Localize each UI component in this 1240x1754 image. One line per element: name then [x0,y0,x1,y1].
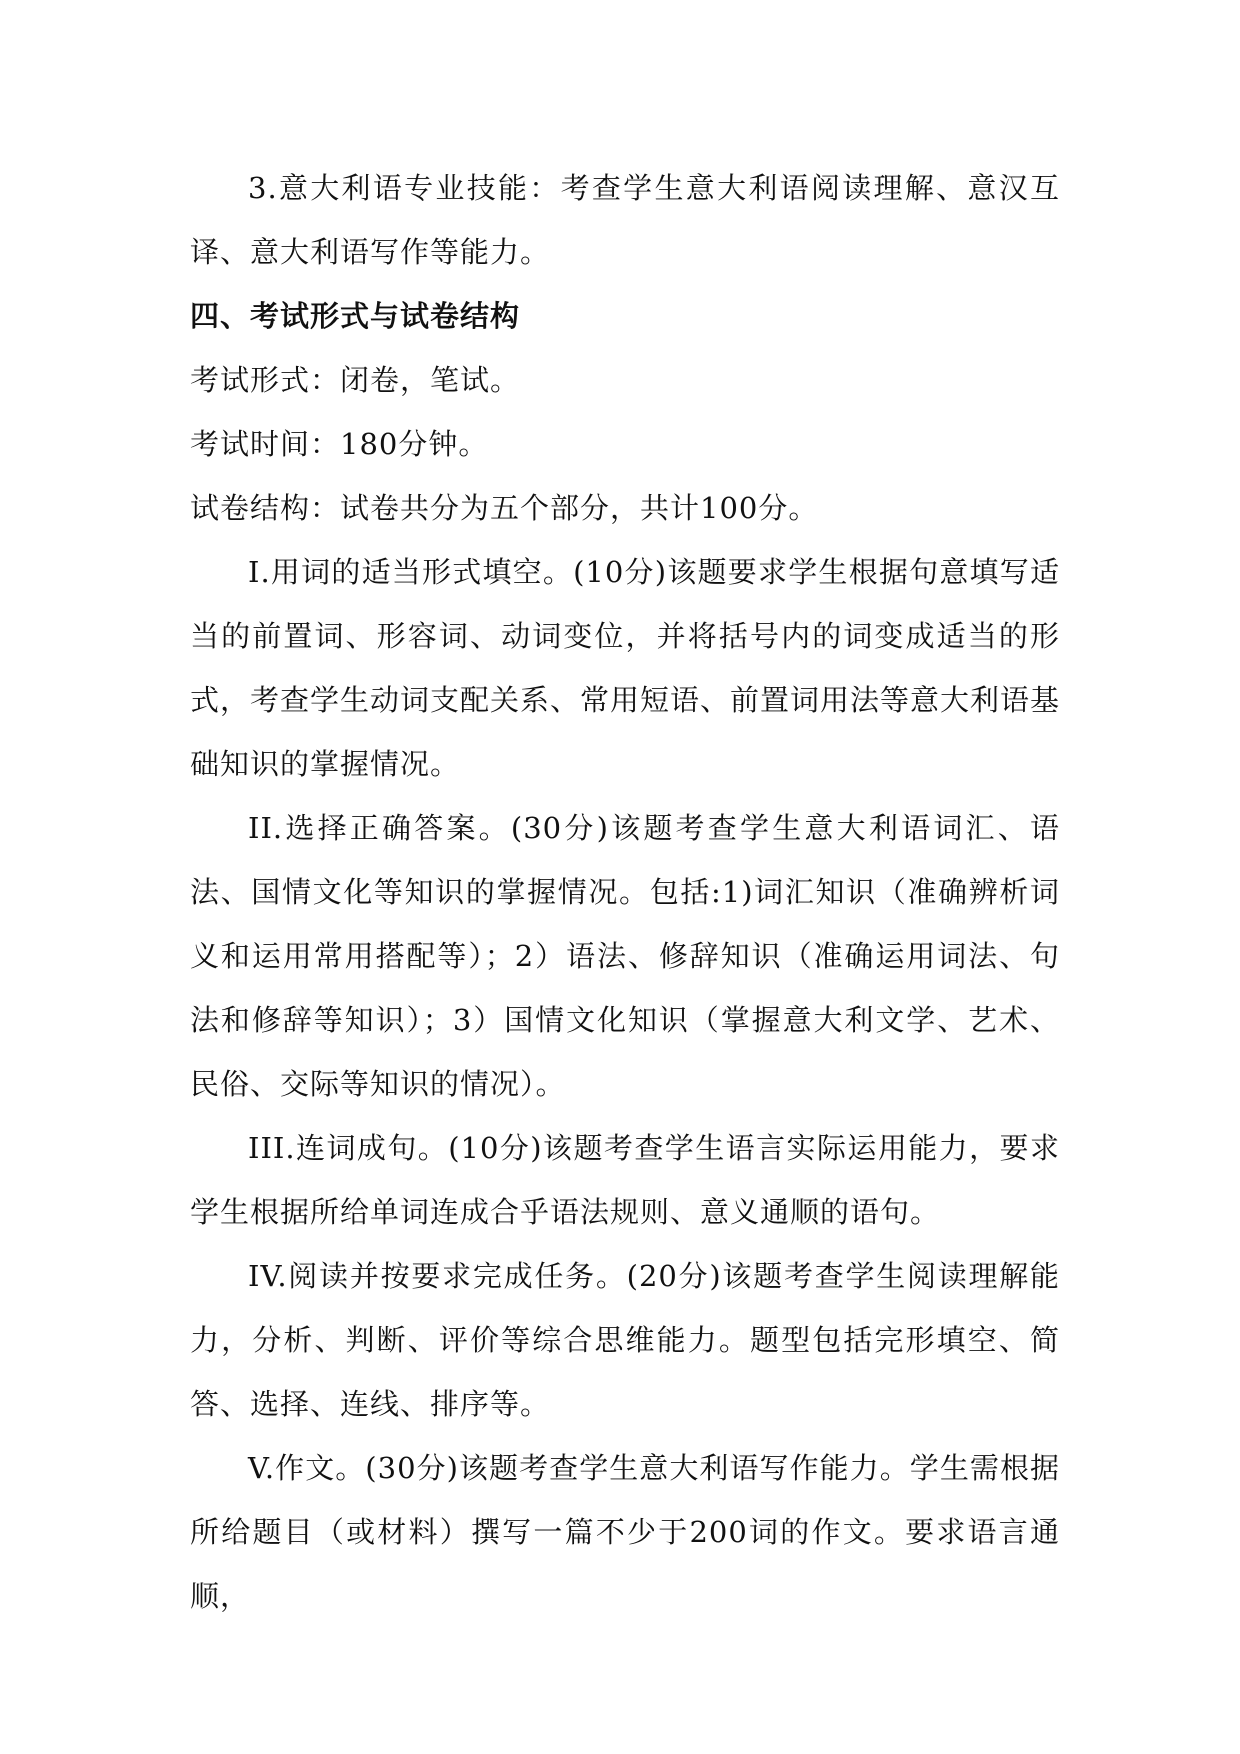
paragraph-exam-form: 考试形式：闭卷，笔试。 [190,363,521,397]
paragraph-skills: 3.意大利语专业技能：考查学生意大利语阅读理解、意汉互译、意大利语写作等能力。 [190,171,1060,269]
paragraph-part-3: III.连词成句。(10分)该题考查学生语言实际运用能力，要求学生根据所给单词连成合乎语法规则、意义通顺的语句。 [190,1131,1060,1229]
paragraph-paper-structure: 试卷结构：试卷共分为五个部分，共计100分。 [190,491,819,525]
paragraph-part-5: V.作文。(30分)该题考查学生意大利语写作能力。学生需根据所给题目（或材料）撰写一篇不少于200词的作文。要求语言通顺， [190,1451,1060,1613]
section-heading-exam-format: 四、考试形式与试卷结构 [190,299,521,333]
paragraph-part-4: IV.阅读并按要求完成任务。(20分)该题考查学生阅读理解能力，分析、判断、评价等综合思维能力。题型包括完形填空、简答、选择、连线、排序等。 [190,1259,1060,1421]
paragraph-part-1: I.用词的适当形式填空。(10分)该题要求学生根据句意填写适当的前置词、形容词、动词变位，并将括号内的词变成适当的形式，考查学生动词支配关系、常用短语、前置词用法等意大利语基础知识的掌握情况。 [190,555,1061,781]
document-body [190,156,1060,1628]
paragraph-exam-time: 考试时间：180分钟。 [190,427,489,461]
paragraph-part-2: II.选择正确答案。(30分)该题考查学生意大利语词汇、语法、国情文化等知识的掌握情况。包括:1)词汇知识（准确辨析词义和运用常用搭配等）；2）语法、修辞知识（准确运用词法、句法和修辞等知识）；3）国情文化知识（掌握意大利文学、艺术、民俗、交际等知识的情况）。 [190,811,1060,1101]
